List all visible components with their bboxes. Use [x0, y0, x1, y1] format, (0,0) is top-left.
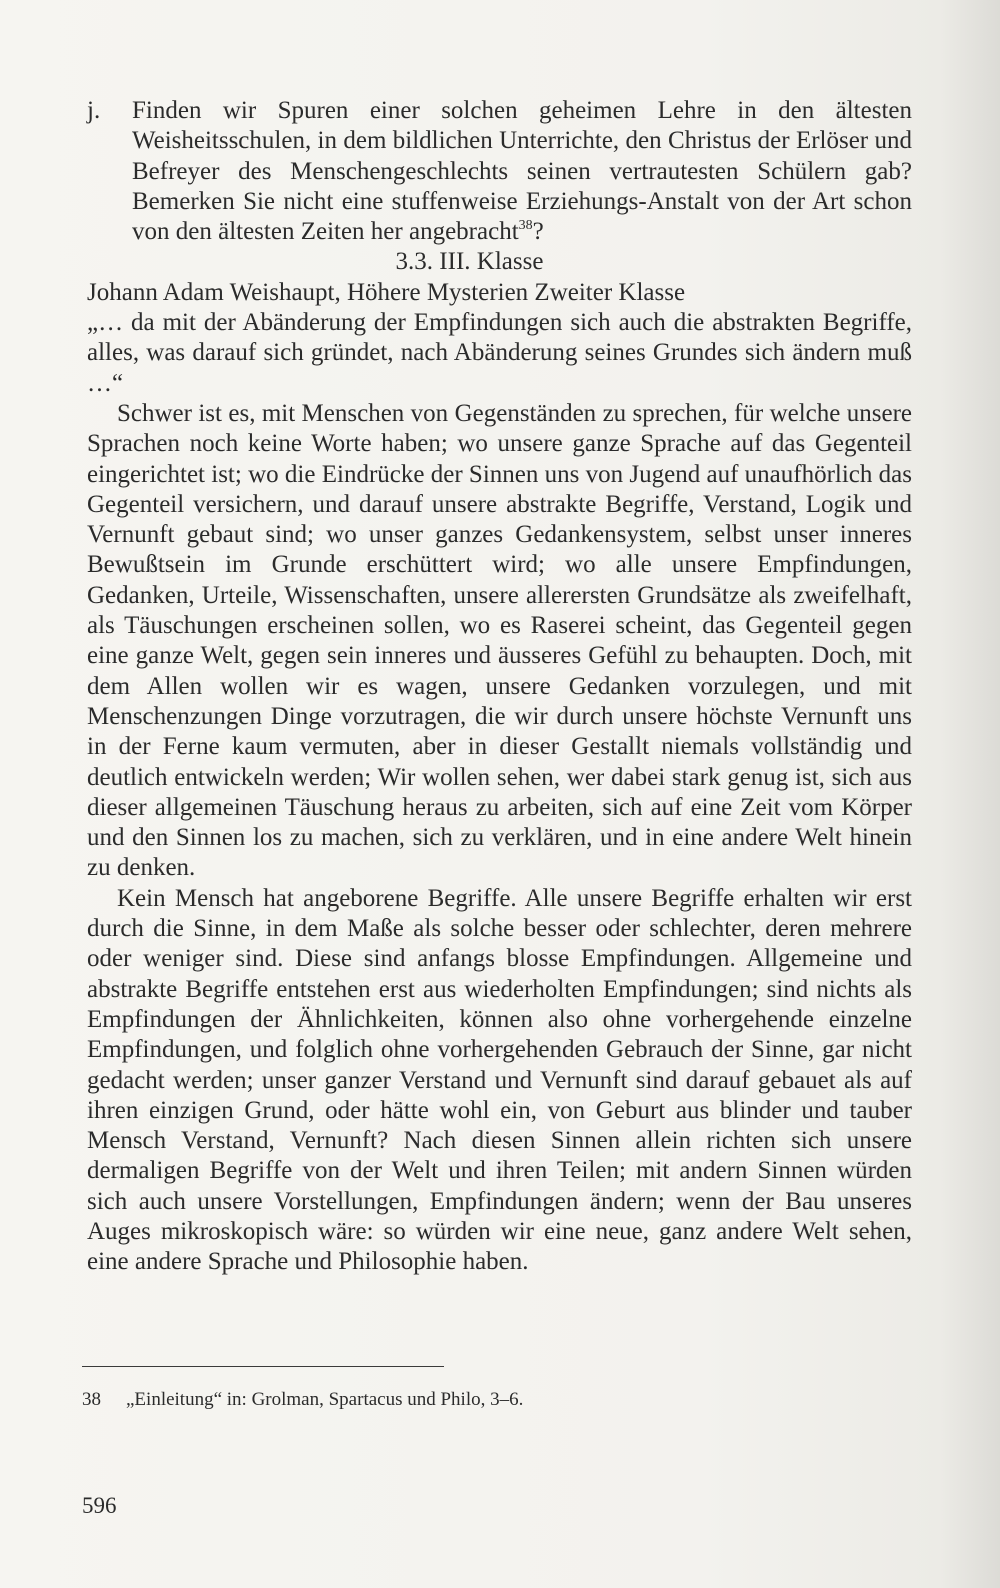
- list-marker: j.: [87, 97, 101, 124]
- list-item-ending: ?: [532, 218, 544, 246]
- footnote-text: „Einleitung“ in: Grolman, Spartacus und Philo, 3–6.: [126, 1389, 524, 1410]
- main-text: [87, 96, 912, 1278]
- section-quote: „… da mit der Abänderung der Empfindungen sich auch die abstrakten Begriffe, alles, was darauf sich gründet, nach Abänderung seines Grundes sich ändern muß …“: [87, 309, 912, 397]
- footnote: [82, 1388, 523, 1412]
- list-item-body: Finden wir Spuren einer solchen geheimen Lehre in den ältesten Weisheitsschulen, in dem bildlichen Unterrichte, den Christus der Erlöser und Befreyer des Menschengeschlechts seinen vertrautesten Schülern gab? Bemerken Sie nicht eine stuffenweise Erziehungs-Anstalt von der Art schon von den ältesten Zeiten her angebracht: [132, 97, 912, 246]
- paragraph: Kein Mensch hat angeborene Begriffe. Alle unsere Begriffe erhalten wir erst durch die Sinne, in dem Maße als solche besser oder schlechter, deren mehrere oder weniger sind. Diese sind anfangs blosse Empfindungen. Allgemeine und abstrakte Begriffe entstehen erst aus wiederholten Empfindungen; sind nichts als Empfindungen der Ähnlichkeiten, können also ohne vorhergehende einzelne Empfindungen, und folglich ohne vorhergehenden Gebrauch der Sinne, gar nicht gedacht werden; unser ganzer Verstand und Vernunft sind darauf gebauet als auf ihren einzigen Grund, oder hätte wohl ein, von Geburt aus blinder und tauber Mensch Verstand, Vernunft? Nach diesen Sinnen allein richten sich unsere dermaligen Begriffe von der Welt und ihren Teilen; mit andern Sinnen würden sich auch unsere Vorstellungen, Empfindungen ändern; wenn der Bau unseres Auges mikroskopisch wäre: so würden wir eine neue, ganz andere Welt sehen, eine andere Sprache und Philosophie haben.: [87, 884, 912, 1276]
- page-number: 596: [82, 1493, 117, 1518]
- paragraph: Schwer ist es, mit Menschen von Gegenständen zu sprechen, für welche unsere Sprachen noch keine Worte haben; wo unsere ganze Sprache auf das Gegenteil eingerichtet ist; wo die Eindrücke der Sinnen uns von Jugend auf unaufhörlich das Gegenteil versichern, und darauf unsere abstrakte Begriffe, Verstand, Logik und Vernunft gebaut sind; wo unser ganzes Gedankensystem, selbst unser inneres Bewußtsein im Grunde erschüttert wird; wo alle unsere Empfindungen, Gedanken, Urteile, Wissenschaften, unsere allerersten Grundsätze als zweifelhaft, als Täuschungen erscheinen sollen, wo es Raserei scheint, das Gegenteil gegen eine ganze Welt, gegen sein inneres und äusseres Gefühl zu behaupten. Doch, mit dem Allen wollen wir es wagen, unsere Gedanken vorzulegen, und mit Menschenzungen Dinge vorzutragen, die wir durch unsere höchste Vernunft uns in der Ferne kaum vermuten, aber in dieser Gestallt niemals vollständig und deutlich entwickeln werden; Wir wollen sehen, wer dabei stark genug ist, sich aus dieser allgemeinen Täuschung heraus zu arbeiten, sich auf eine Zeit vom Körper und den Sinnen los zu machen, sich zu verklären, und in eine andere Welt hinein zu denken.: [87, 399, 912, 882]
- section-heading: 3.3. III. Klasse: [395, 248, 544, 276]
- section-attribution: Johann Adam Weishaupt, Höhere Mysterien Zweiter Klasse: [87, 278, 686, 306]
- list-item-text: [132, 96, 912, 247]
- footnote-reference: 38: [518, 218, 533, 234]
- list-item-j: [87, 96, 912, 247]
- footnote-number: 38: [82, 1389, 101, 1410]
- footnote-separator: [82, 1366, 444, 1367]
